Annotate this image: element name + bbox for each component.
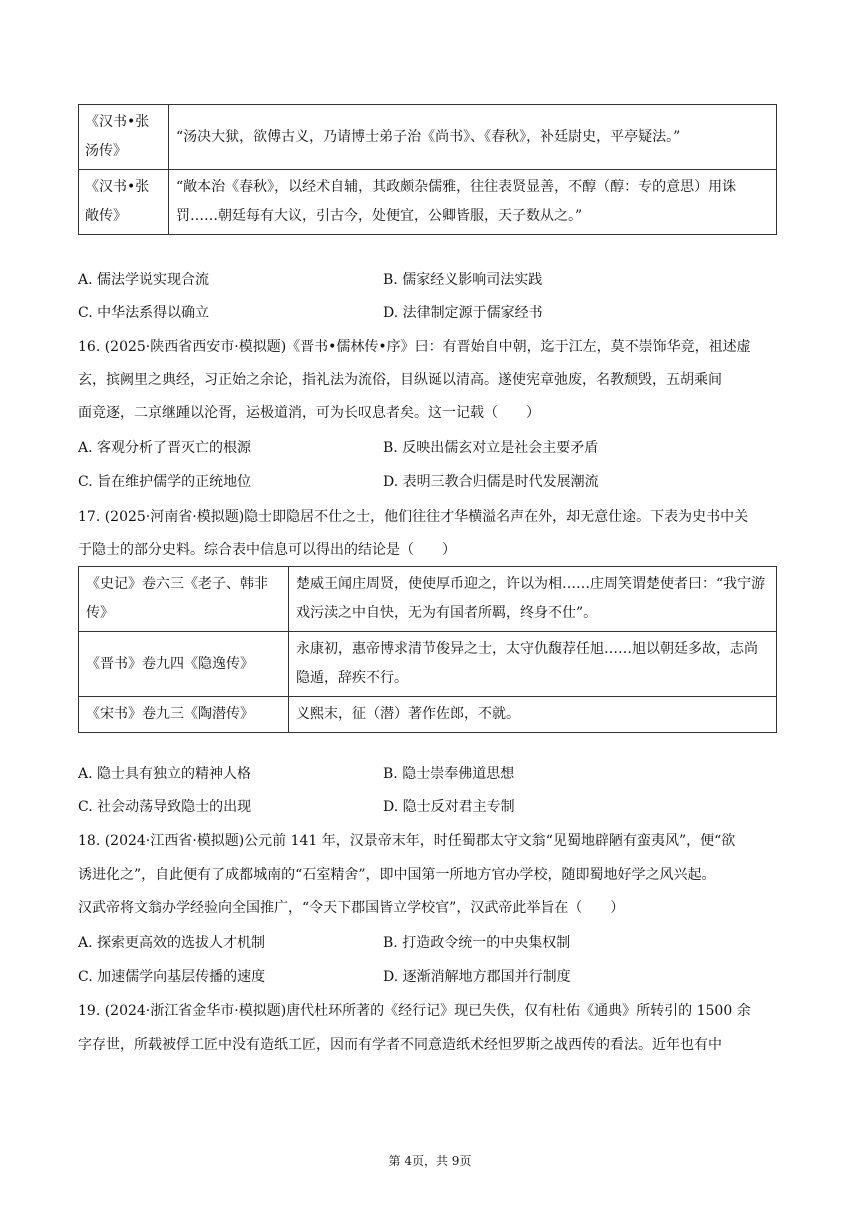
table-cell-source: 《宋书》卷九三《陶潜传》: [79, 697, 289, 733]
table-row: [79, 105, 777, 170]
q17-stem-line: 17. (2025·河南省·模拟题)隐士即隐居不仕之士，他们往往才华横溢名声在外，却无意仕途。下表为史书中关: [78, 509, 749, 525]
table-cell-source: 《晋书》卷九四《隐逸传》: [79, 632, 289, 697]
table-row: [79, 567, 777, 632]
q17-option-a: A. 隐士具有独立的精神人格: [78, 766, 252, 782]
q17-option-b: B. 隐士崇奉佛道思想: [383, 766, 515, 782]
table-row: [79, 632, 777, 697]
q16-option-b: B. 反映出儒玄对立是社会主要矛盾: [383, 440, 599, 456]
q15-option-b: B. 儒家经义影响司法实践: [383, 272, 543, 288]
q18-option-a: A. 探索更高效的选拔人才机制: [78, 935, 266, 951]
source-table-1: [78, 104, 777, 235]
table-cell-text: 永康初，惠帝博求清节俊异之士，太守仇馥荐任旭……旭以朝廷多故，志尚隐遁，辞疾不行。: [289, 632, 777, 697]
q18-stem-line: 诱进化之”，自此便有了成都城南的“石室精舍”，即中国第一所地方官办学校，随即蜀地好学之风兴起。: [78, 867, 716, 883]
table-row: [79, 170, 777, 235]
q16-option-a: A. 客观分析了晋灭亡的根源: [78, 440, 252, 456]
q16-stem-line: 面竞逐，二京继踵以沦胥，运极道消，可为长叹息者矣。这一记载（ ）: [78, 405, 540, 421]
table-cell-source: 《汉书•张汤传》: [79, 105, 169, 170]
q15-option-a: A. 儒法学说实现合流: [78, 272, 210, 288]
q16-option-c: C. 旨在维护儒学的正统地位: [78, 474, 252, 490]
source-table-2: [78, 566, 777, 733]
q18-option-d: D. 逐渐消解地方郡国并行制度: [383, 969, 571, 985]
table-cell-text: 楚威王闻庄周贤，使使厚币迎之，许以为相……庄周笑谓楚使者曰：“我宁游戏污渎之中自快，无为有国者所羁，终身不仕”。: [289, 567, 777, 632]
table-cell-source: 《汉书•张敞传》: [79, 170, 169, 235]
q19-stem-line: 字存世，所载被俘工匠中没有造纸工匠，因而有学者不同意造纸术经怛罗斯之战西传的看法。近年也有中: [78, 1037, 722, 1053]
table-cell-source: 《史记》卷六三《老子、韩非传》: [79, 567, 289, 632]
table-cell-text: “敞本治《春秋》，以经术自辅，其政颇杂儒雅，往往表贤显善，不醇（醇：专的意思）用诛罚……朝廷每有大议，引古今，处便宜，公卿皆服，天子数从之。”: [169, 170, 777, 235]
q18-option-c: C. 加速儒学向基层传播的速度: [78, 969, 266, 985]
q18-stem-line: 18. (2024·江西省·模拟题)公元前 141 年，汉景帝末年，时任蜀郡太守文翁“见蜀地辟陋有蛮夷风”，便“欲: [78, 833, 736, 849]
q17-option-c: C. 社会动荡导致隐士的出现: [78, 799, 252, 815]
q16-stem-line: 玄，摈阙里之典经，习正始之余论，指礼法为流俗，目纵诞以清高。遂使宪章弛废，名教颓毁，五胡乘间: [78, 372, 722, 388]
q17-option-d: D. 隐士反对君主专制: [383, 799, 515, 815]
q15-option-c: C. 中华法系得以确立: [78, 305, 210, 321]
table-row: [79, 697, 777, 733]
table-cell-text: “汤决大狱，欲傅古义，乃请博士弟子治《尚书》、《春秋》，补廷尉史，平亭疑法。”: [169, 105, 777, 170]
q15-option-d: D. 法律制定源于儒家经书: [383, 305, 543, 321]
q16-stem-line: 16. (2025·陕西省西安市·模拟题)《晋书•儒林传•序》曰：有晋始自中朝，迄于江左，莫不崇饰华竞，祖述虚: [78, 339, 751, 355]
q18-option-b: B. 打造政令统一的中央集权制: [383, 935, 571, 951]
q19-stem-line: 19. (2024·浙江省金华市·模拟题)唐代杜环所著的《经行记》现已失佚，仅有杜佑《通典》所转引的 1500 余: [78, 1003, 751, 1019]
q16-option-d: D. 表明三教合归儒是时代发展潮流: [383, 474, 599, 490]
q17-stem-line: 于隐士的部分史料。综合表中信息可以得出的结论是（ ）: [78, 542, 456, 558]
table-cell-text: 义熙末，征（潜）著作佐郎，不就。: [289, 697, 777, 733]
page-number: 第 4页，共 9页: [388, 1154, 472, 1168]
q18-stem-line: 汉武帝将文翁办学经验向全国推广，“令天下郡国皆立学校官”，汉武帝此举旨在（ ）: [78, 900, 625, 916]
